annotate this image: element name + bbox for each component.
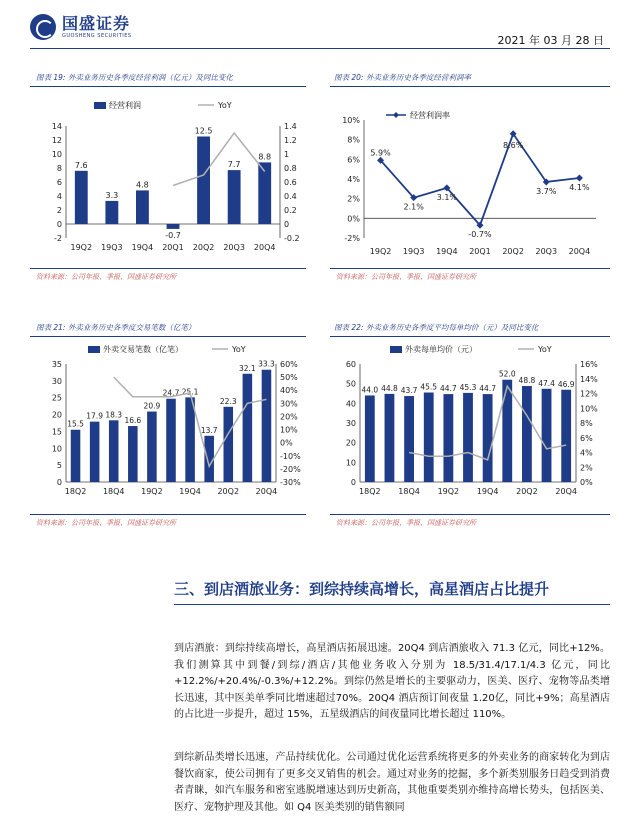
y-right-tick-label: 0.4 xyxy=(284,192,297,201)
bar xyxy=(243,374,253,482)
y-right-tick-label: -20% xyxy=(280,464,301,474)
y-left-tick-label: 10 xyxy=(345,458,356,468)
y-right-tick-label: 1.4 xyxy=(284,122,297,131)
data-point xyxy=(576,175,583,182)
x-tick-label: 19Q2 xyxy=(437,487,460,496)
data-label: 52.0 xyxy=(498,369,516,379)
x-tick-label: 20Q1 xyxy=(469,247,491,256)
y-left-tick-label: -2 xyxy=(54,234,62,243)
y-tick-label: 0% xyxy=(347,214,360,224)
y-left-tick-label: 30 xyxy=(345,419,356,428)
bar xyxy=(424,393,434,482)
chart-22-title: 图表 22: 外卖业务历史各季度平均每单均价（元）及同比变化 xyxy=(334,323,539,332)
data-label: 8.8 xyxy=(258,152,272,162)
data-label: 33.3 xyxy=(258,359,275,369)
chart-20-title: 图表 20: 外卖业务历史各季度经营利润率 xyxy=(334,73,471,82)
x-tick-label: 19Q4 xyxy=(179,487,201,496)
y-tick-label: 8% xyxy=(347,135,360,145)
chart-22 xyxy=(330,344,610,504)
chart-22-title-rule xyxy=(330,336,610,337)
x-tick-label: 19Q2 xyxy=(70,243,93,252)
paragraph-1: 到店酒旅：到综持续高增长，高星酒店拓展迅速。20Q4 到店酒旅收入 71.3 亿元，同比+12%。我们测算其中到餐/到综/酒店/其他业务收入分别为 18.5/31.4/17.1/4.3 亿元，同比+12.2%/+20.4%/-0.3%/+12.2%。到综仍然是增长的主要驱动力，医美、医疗、宠物等品类增长迅速，其中医美单季同比增速超过70%。20Q4 酒店预订间夜量 1.20亿，同比+9%；高星酒店的占比进一步提升，超过 15%，五星级酒店的间夜量同比增长超过 110%。 xyxy=(174,643,610,720)
data-label: 24.7 xyxy=(162,388,180,398)
chart-20-source-rule xyxy=(330,268,610,269)
y-left-tick-label: 25 xyxy=(51,393,62,403)
y-right-tick-label: 10% xyxy=(580,404,598,414)
y-left-tick-label: 14 xyxy=(51,122,62,131)
y-right-tick-label: 4% xyxy=(580,448,593,458)
bar xyxy=(502,380,512,482)
data-label: 32.1 xyxy=(239,363,256,373)
y-tick-label: 2% xyxy=(347,194,360,204)
legend-marker xyxy=(393,112,399,118)
y-right-tick-label: 1 xyxy=(284,150,290,159)
data-label: 46.9 xyxy=(557,379,575,389)
data-label: 25.1 xyxy=(181,387,199,397)
data-label: 45.5 xyxy=(420,382,438,392)
yoy-line xyxy=(173,133,265,186)
y-left-tick-label: 0 xyxy=(56,220,62,229)
data-label: 4.1% xyxy=(569,183,590,193)
data-label: 45.3 xyxy=(459,382,477,392)
x-tick-label: 19Q3 xyxy=(402,247,425,256)
data-label: 3.3 xyxy=(105,190,119,200)
bar xyxy=(542,389,552,482)
bar xyxy=(90,422,100,482)
section-divider xyxy=(174,604,610,605)
chart-22-source-rule xyxy=(330,514,610,515)
bar xyxy=(185,397,195,482)
y-right-tick-label: 0.2 xyxy=(284,206,297,215)
data-label: 7.6 xyxy=(74,160,88,170)
bar xyxy=(136,190,149,224)
x-tick-label: 19Q4 xyxy=(436,247,458,256)
legend-label: YoY xyxy=(232,345,246,354)
y-right-tick-label: 0.6 xyxy=(284,178,297,187)
data-label: 20.9 xyxy=(143,401,161,411)
x-tick-label: 20Q4 xyxy=(255,487,278,496)
x-tick-label: 18Q4 xyxy=(398,487,420,496)
chart-20-title-rule xyxy=(330,86,610,87)
chart-20 xyxy=(330,100,610,260)
bar xyxy=(128,426,138,482)
x-tick-label: 20Q2 xyxy=(516,487,538,496)
chart-19-source-rule xyxy=(30,268,306,269)
bar xyxy=(204,436,214,482)
y-right-tick-label: 50% xyxy=(280,373,298,383)
x-tick-label: 19Q2 xyxy=(369,247,392,256)
bar xyxy=(522,386,532,482)
bar xyxy=(224,407,234,482)
x-tick-label: 19Q3 xyxy=(101,243,123,252)
chart-21-title: 图表 21: 外卖业务历史各季度交易笔数（亿笔） xyxy=(36,323,196,332)
legend-swatch-bar xyxy=(390,346,402,353)
data-label: 22.3 xyxy=(219,396,237,406)
y-left-tick-label: 30 xyxy=(51,376,62,386)
data-label: 3.7% xyxy=(536,186,557,196)
data-label: 2.1% xyxy=(403,202,424,212)
bar xyxy=(167,224,180,229)
x-tick-label: 20Q4 xyxy=(555,487,577,496)
y-right-tick-label: 30% xyxy=(280,399,298,409)
y-tick-label: -2% xyxy=(344,234,360,243)
chart-21-title-rule xyxy=(30,336,306,337)
data-label: 12.5 xyxy=(194,126,213,136)
data-label: 8.6% xyxy=(502,140,524,150)
y-right-tick-label: 0% xyxy=(280,438,293,448)
data-label: 3.1% xyxy=(436,192,458,202)
y-right-tick-label: 0% xyxy=(580,478,593,487)
y-left-tick-label: 12 xyxy=(51,136,62,145)
legend-swatch-bar xyxy=(94,102,106,109)
company-name-en: GUOSHENG SECURITIES xyxy=(62,33,132,39)
logo-mark-icon xyxy=(30,14,56,40)
bar xyxy=(463,393,473,482)
y-right-tick-label: -30% xyxy=(280,478,301,487)
y-left-tick-label: 2 xyxy=(56,206,62,215)
bar xyxy=(71,430,81,482)
x-tick-label: 18Q2 xyxy=(64,487,87,496)
chart-21-source: 资料来源：公司年报、季报、国盛证券研究所 xyxy=(36,519,176,527)
data-label: -0.7 xyxy=(165,230,181,240)
report-date: 2021 年 03 月 28 日 xyxy=(497,34,604,47)
x-tick-label: 20Q3 xyxy=(535,247,558,256)
y-right-tick-label: 40% xyxy=(280,386,298,396)
y-tick-label: 4% xyxy=(347,175,360,184)
bar xyxy=(228,170,241,224)
y-left-tick-label: 20 xyxy=(345,438,356,448)
data-label: 16.6 xyxy=(124,416,142,426)
y-right-tick-label: 20% xyxy=(280,412,298,422)
x-tick-label: 20Q4 xyxy=(253,243,276,252)
data-label: 17.9 xyxy=(86,411,103,421)
y-left-tick-label: 8 xyxy=(56,164,62,173)
y-left-tick-label: 50 xyxy=(345,379,356,389)
data-label: 15.5 xyxy=(67,419,84,429)
chart-19-title: 图表 19: 外卖业务历史各季度经营利润（亿元）及同比变化 xyxy=(36,73,233,82)
y-left-tick-label: 4 xyxy=(56,192,62,201)
chart-20-source: 资料来源：公司年报、季报、国盛证券研究所 xyxy=(336,273,476,281)
y-left-tick-label: 60 xyxy=(345,360,356,369)
data-label: 43.7 xyxy=(400,386,418,396)
bar xyxy=(262,370,272,482)
data-label: 5.9% xyxy=(370,148,391,158)
header-divider xyxy=(30,48,610,49)
bar xyxy=(166,399,176,482)
y-right-tick-label: 14% xyxy=(580,374,598,384)
y-left-tick-label: 0 xyxy=(56,478,62,487)
legend-label: 经营利润 xyxy=(109,101,141,110)
company-logo xyxy=(30,14,132,40)
data-label: -0.7% xyxy=(468,230,492,240)
chart-21 xyxy=(30,344,310,504)
y-left-tick-label: 20 xyxy=(51,410,62,420)
data-label: 4.8 xyxy=(136,180,149,190)
data-label: 44.7 xyxy=(440,384,457,394)
y-tick-label: 6% xyxy=(347,155,360,165)
y-right-tick-label: 0.8 xyxy=(284,164,297,173)
data-label: 18.3 xyxy=(105,410,123,420)
x-tick-label: 18Q4 xyxy=(102,487,125,496)
legend-label: YoY xyxy=(538,345,552,354)
legend-label: 外卖每单均价（元） xyxy=(405,345,477,354)
y-tick-label: 10% xyxy=(342,116,360,125)
chart-22-source: 资料来源：公司年报、季报、国盛证券研究所 xyxy=(336,519,476,527)
chart-21-source-rule xyxy=(30,514,306,515)
x-tick-label: 19Q4 xyxy=(131,243,154,252)
y-left-tick-label: 6 xyxy=(56,178,62,187)
x-tick-label: 20Q2 xyxy=(192,243,215,252)
y-right-tick-label: 12% xyxy=(580,389,598,399)
data-label: 44.7 xyxy=(479,384,496,394)
data-label: 48.8 xyxy=(518,376,536,386)
y-right-tick-label: 0 xyxy=(284,220,290,229)
chart-19-title-rule xyxy=(30,86,306,87)
legend-label: YoY xyxy=(218,101,232,110)
y-left-tick-label: 10 xyxy=(51,444,62,454)
bar xyxy=(258,162,271,224)
bar xyxy=(404,396,414,482)
y-right-tick-label: -0.2 xyxy=(284,234,300,243)
chart-19 xyxy=(30,100,310,260)
x-tick-label: 20Q2 xyxy=(217,487,240,496)
legend-label: 外卖交易笔数（亿笔） xyxy=(103,345,183,354)
bar xyxy=(385,394,395,482)
bar xyxy=(109,420,119,482)
data-label: 13.7 xyxy=(200,425,218,435)
x-tick-label: 18Q2 xyxy=(359,487,381,496)
section-title: 三、到店酒旅业务：到综持续高增长，高星酒店占比提升 xyxy=(174,580,550,598)
x-tick-label: 20Q1 xyxy=(162,243,184,252)
bar xyxy=(561,390,571,482)
data-label: 7.7 xyxy=(227,160,241,170)
x-tick-label: 20Q2 xyxy=(502,247,524,256)
y-left-tick-label: 40 xyxy=(345,399,356,409)
x-tick-label: 20Q3 xyxy=(223,243,245,252)
y-right-tick-label: 10% xyxy=(280,425,298,435)
chart-19-source: 资料来源：公司年报、季报、国盛证券研究所 xyxy=(36,273,176,281)
y-left-tick-label: 5 xyxy=(56,461,62,471)
bar xyxy=(443,394,453,482)
x-tick-label: 20Q4 xyxy=(568,247,591,256)
bar xyxy=(147,412,157,482)
data-label: 44.0 xyxy=(361,385,379,395)
bar xyxy=(365,395,375,482)
x-tick-label: 19Q4 xyxy=(476,487,499,496)
y-right-tick-label: -10% xyxy=(280,451,301,461)
legend-label: 经营利润率 xyxy=(410,111,450,120)
company-name-cn: 国盛证券 xyxy=(62,14,131,33)
y-right-tick-label: 16% xyxy=(580,360,598,369)
paragraph-2: 到综新品类增长迅速，产品持续优化。公司通过优化运营系统将更多的外卖业务的商家转化为到店餐饮商家，使公司拥有了更多交叉销售的机会。通过对业务的挖掘，多个新类别服务日趋受到消费者青睐，如汽车服务和密室逃脱增速达到历史新高，其他重要类别亦维持高增长势头，包括医美、医疗、宠物护理及其他。如 Q4 医美类别的销售额同 xyxy=(174,752,610,813)
y-left-tick-label: 35 xyxy=(51,360,62,369)
y-right-tick-label: 2% xyxy=(580,463,593,473)
y-left-tick-label: 15 xyxy=(51,427,62,437)
bar xyxy=(105,201,118,224)
x-tick-label: 19Q2 xyxy=(141,487,163,496)
bar xyxy=(75,171,88,224)
y-right-tick-label: 6% xyxy=(580,433,593,443)
bar xyxy=(197,137,210,225)
y-right-tick-label: 60% xyxy=(280,360,298,369)
y-right-tick-label: 8% xyxy=(580,419,593,428)
bar xyxy=(483,394,493,482)
legend-swatch-bar xyxy=(88,346,100,353)
data-label: 44.8 xyxy=(381,383,398,393)
data-label: 47.4 xyxy=(538,378,555,388)
y-left-tick-label: 10 xyxy=(51,150,62,159)
y-right-tick-label: 1.2 xyxy=(284,136,297,145)
y-left-tick-label: 0 xyxy=(350,478,356,487)
